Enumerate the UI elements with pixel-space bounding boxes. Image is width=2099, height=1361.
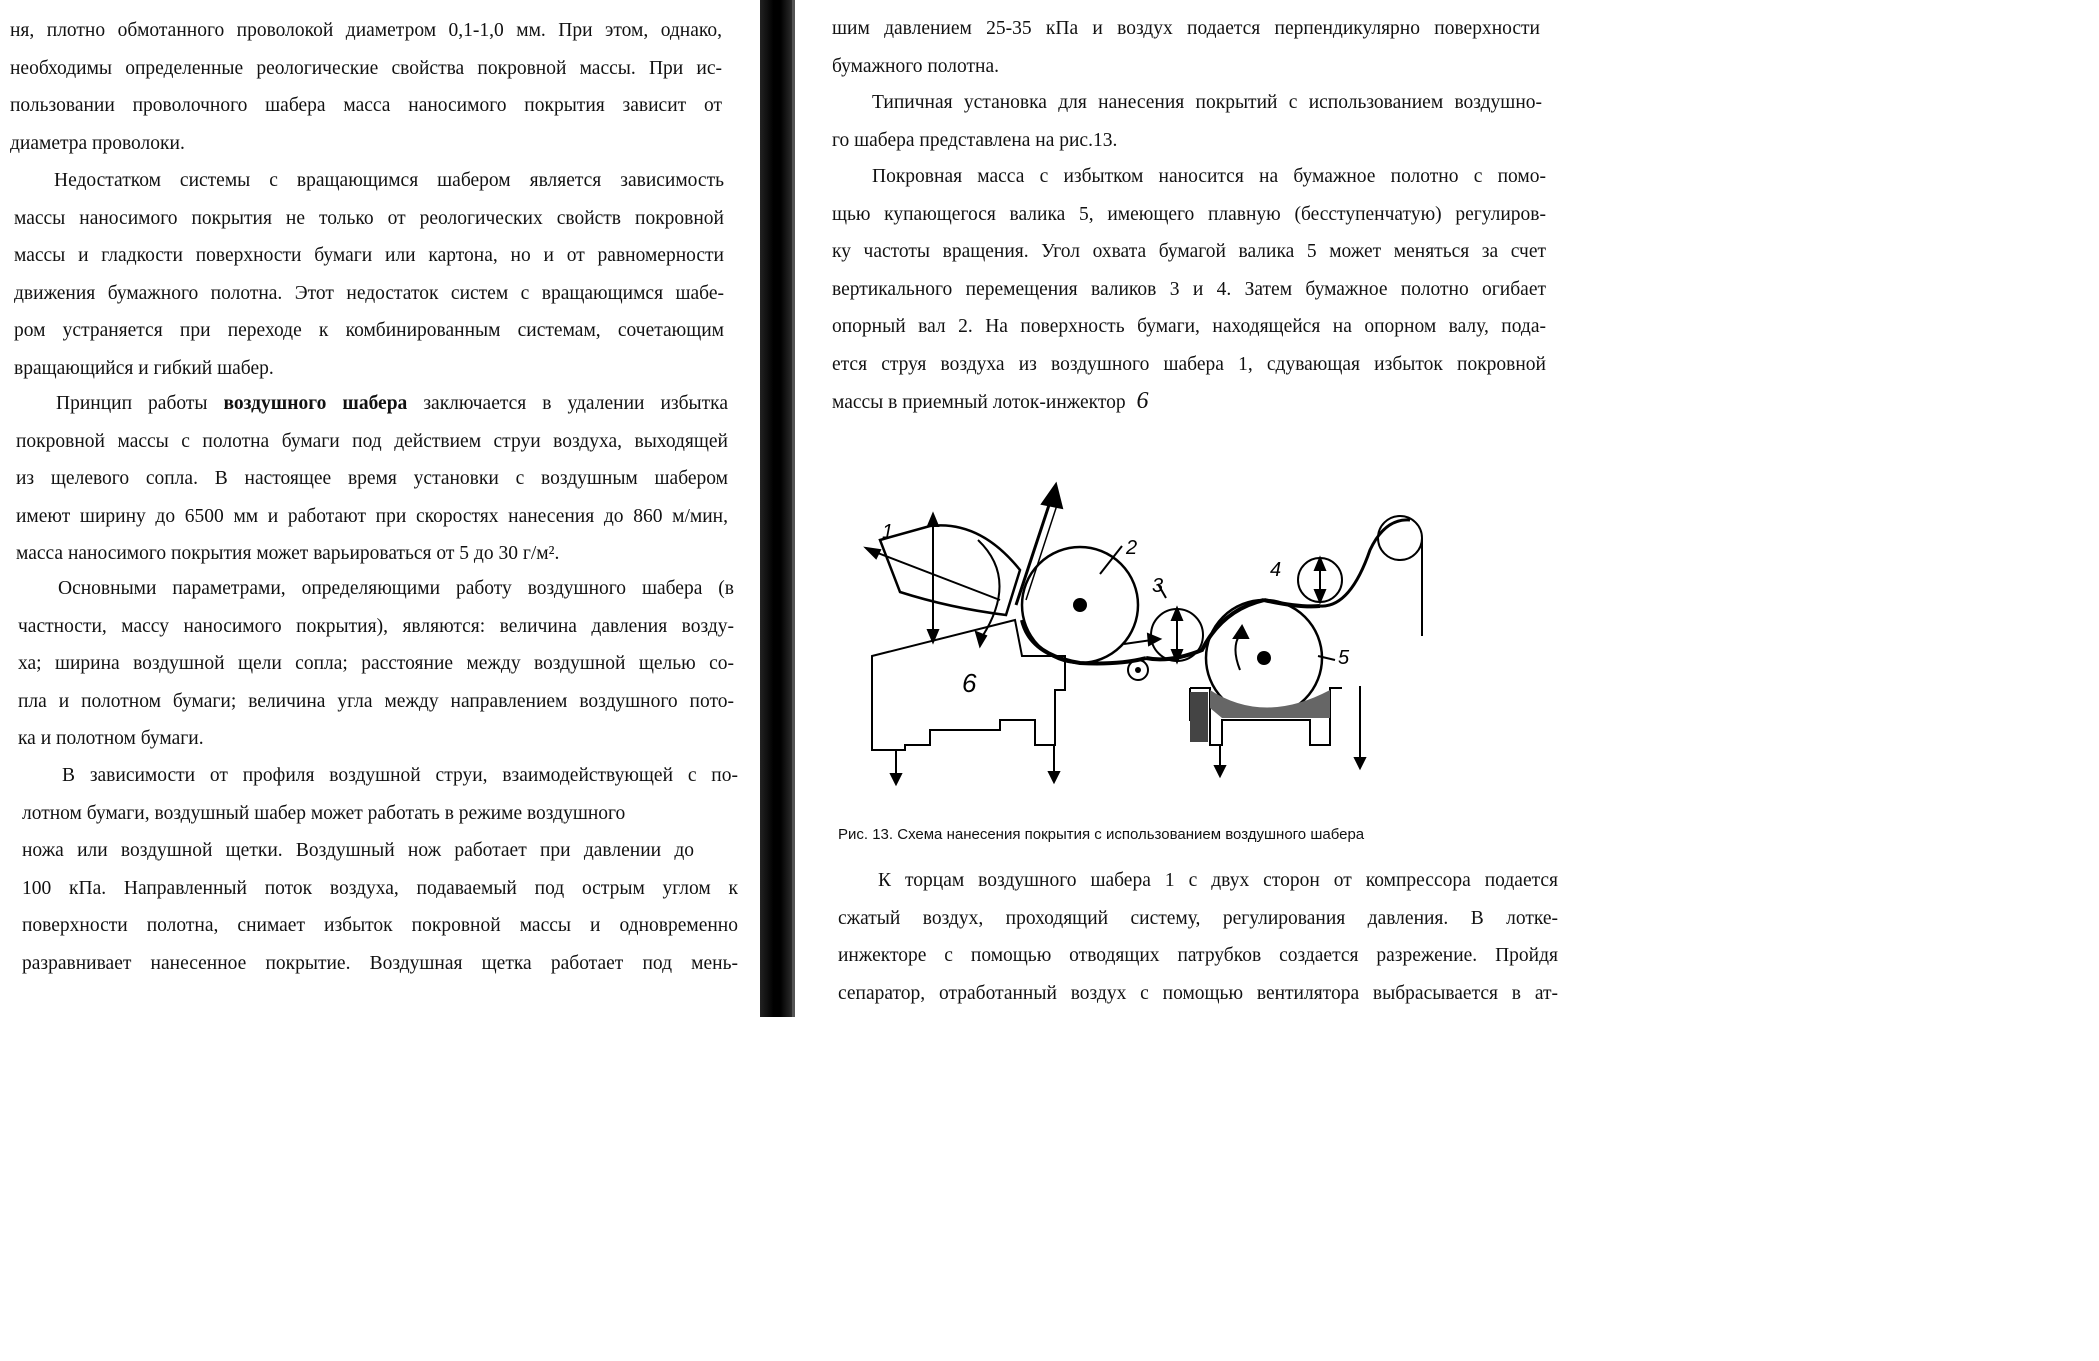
text-line: инжекторе с помощью отводящих патрубков создается разрежение. Пройдя — [838, 945, 1558, 966]
text-line: покровной массы с полотна бумаги под действием струи воздуха, выходящей — [16, 430, 728, 452]
text-line: массы наносимого покрытия не только от реологических свойств покровной — [14, 207, 724, 229]
text-fragment: Принцип работы — [56, 393, 224, 414]
text-line — [832, 383, 1546, 421]
text-line: масса наносимого покрытия может варьироваться от 5 до 30 г/м². — [16, 543, 560, 564]
text-line: ется струя воздуха из воздушного шабера 1, сдувающая избыток покровной — [832, 353, 1546, 375]
right-paragraph-2 — [832, 84, 1542, 159]
text-line: частности, массу наносимого покрытия), являются: величина давления возду- — [18, 615, 734, 637]
text-line: разравнивает нанесенное покрытие. Воздушная щетка работает под мень- — [22, 952, 738, 974]
takeoff-roll — [1378, 516, 1422, 560]
left-paragraph-1 — [10, 12, 722, 162]
text-line: пла и полотном бумаги; величина угла между направлением воздушного пото- — [18, 690, 734, 712]
right-paragraph-4 — [838, 862, 1558, 1012]
text-line: Типичная установка для нанесения покрытий с использованием воздушно- — [872, 92, 1542, 113]
text-line: диаметра проволоки. — [10, 132, 185, 154]
text-line: вертикального перемещения валиков 3 и 4. Затем бумажное полотно огибает — [832, 278, 1546, 300]
text-line: Недостатком системы с вращающимся шабером является зависимость — [54, 170, 724, 191]
book-gutter — [760, 0, 794, 1017]
text-line: Покровная масса с избытком наносится на бумажное полотно с помо- — [872, 166, 1546, 187]
air-knife-coater-diagram — [830, 480, 1430, 800]
text-fragment: массы в приемный лоток-инжектор — [832, 392, 1126, 413]
left-paragraph-2 — [14, 162, 724, 387]
text-line: из щелевого сопла. В настоящее время установки с воздушным шабером — [16, 468, 728, 489]
text-line: Основными параметрами, определяющими работу воздушного шабера (в — [58, 578, 734, 599]
text-line: сжатый воздух, проходящий систему, регулирования давления. В лотке- — [838, 907, 1558, 929]
text-line-with-bold — [16, 385, 728, 423]
text-line: ку частоты вращения. Угол охвата бумагой валика 5 может меняться за счет — [832, 241, 1546, 262]
left-paragraph-5 — [22, 757, 738, 982]
text-line: пользовании проволочного шабера масса наносимого покрытия зависит от — [10, 95, 722, 116]
figure-caption: Рис. 13. Схема нанесения покрытия с использованием воздушного шабера — [838, 826, 1365, 843]
text-line: лотном бумаги, воздушный шабер может работать в режиме воздушного — [22, 802, 626, 824]
text-line: ножа или воздушной щетки. Воздушный нож работает при давлении до — [22, 840, 694, 861]
text-line: К торцам воздушного шабера 1 с двух сторон от компрессора подается — [878, 870, 1558, 891]
text-line: вращающийся и гибкий шабер. — [14, 357, 274, 379]
text-line: поверхности полотна, снимает избыток покровной массы и одновременно — [22, 915, 738, 936]
text-line: имеют ширину до 6500 мм и работают при скоростях нанесения до 860 м/мин, — [16, 505, 728, 527]
text-line: ха; ширина воздушной щели сопла; расстояние между воздушной щелью со- — [18, 653, 734, 674]
handwritten-mark: 6 — [1136, 388, 1149, 414]
text-line: движения бумажного полотна. Этот недостаток систем с вращающимся шабе- — [14, 282, 724, 304]
air-knife-body — [880, 525, 1020, 615]
text-line: необходимы определенные реологические свойства покровной массы. При ис- — [10, 57, 722, 79]
right-paragraph-3 — [832, 158, 1546, 421]
figure-label-3: 3 — [1152, 575, 1164, 597]
text-line: 100 кПа. Направленный поток воздуха, подаваемый под острым углом к — [22, 877, 738, 899]
left-paragraph-4 — [18, 570, 734, 758]
text-line: го шабера представлена на рис.13. — [832, 129, 1118, 151]
text-line: ка и полотном бумаги. — [18, 728, 204, 749]
figure-label-6: 6 — [962, 668, 977, 698]
bold-term: воздушного шабера — [223, 393, 408, 414]
left-page — [0, 0, 762, 1017]
figure-label-1: 1 — [882, 521, 894, 543]
text-line: бумажного полотна. — [832, 55, 999, 77]
text-line: шим давлением 25-35 кПа и воздух подается перпендикулярно поверхности — [832, 18, 1540, 39]
text-fragment: заключается в удалении избытка — [407, 393, 728, 414]
text-line: сепаратор, отработанный воздух с помощью вентилятора выбрасывается в ат- — [838, 982, 1558, 1004]
text-line: щью купающегося валика 5, имеющего плавную (бесступенчатую) регулиров- — [832, 203, 1546, 225]
figure-label-4: 4 — [1270, 559, 1282, 581]
text-line: опорный вал 2. На поверхность бумаги, находящейся на опорном валу, пода- — [832, 316, 1546, 337]
right-paragraph-1 — [832, 10, 1540, 85]
left-paragraph-3 — [16, 385, 728, 573]
text-line: массы и гладкости поверхности бумаги или картона, но и от равномерности — [14, 245, 724, 266]
text-line: В зависимости от профиля воздушной струи, взаимодействующей с по- — [62, 765, 738, 786]
figure-label-5: 5 — [1338, 647, 1350, 669]
text-line: ня, плотно обмотанного проволокой диаметром 0,1-1,0 мм. При этом, однако, — [10, 20, 722, 41]
text-line: ром устраняется при переходе к комбинированным системам, сочетающим — [14, 320, 724, 341]
figure-label-2: 2 — [1126, 537, 1138, 559]
